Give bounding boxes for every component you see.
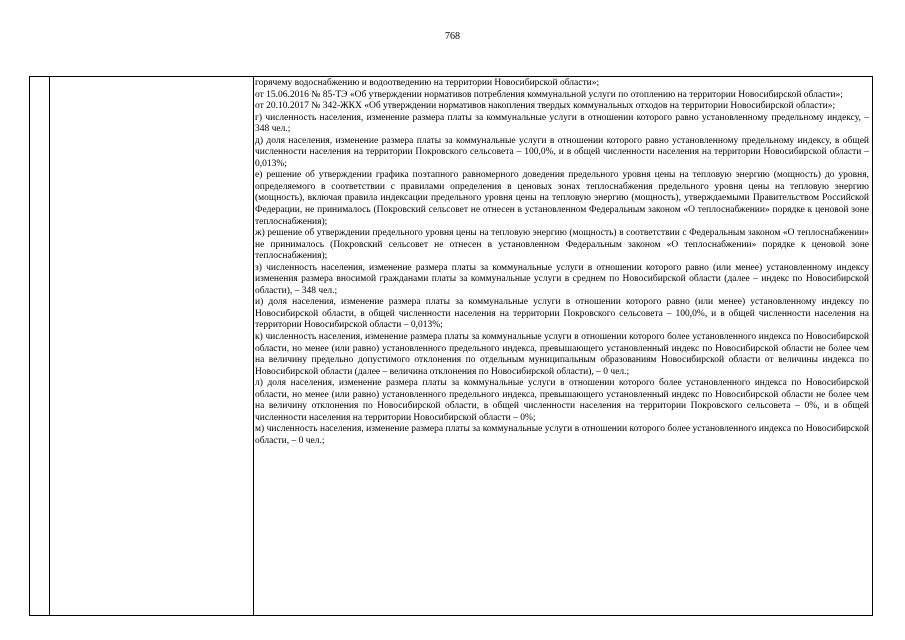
- paragraph-item-e: е) решение об утверждении графика поэтапного равномерного доведения предельного уровня цены на тепловую энергию (мощность) до уровня, определяемого в соответствии с правилами определения в ценовых зонах теплоснабжения предельного уровня цены на тепловую энергию (мощность), включая правила индексации предельного уровня цены на тепловую энергию (мощность), утверждаемыми Правительством Российской Федерации, не принималось (Покровский сельсовет не отнесен в установленном Федеральным законом «О теплоснабжении» порядке к ценовой зоне теплоснабжения);: [255, 170, 869, 227]
- paragraph-item-i: и) доля населения, изменение размера платы за коммунальные услуги в отношении которого равно (или менее) установленному индексу по Новосибирской области, в общей численности населения на территории Покровского сельсовета – 100,0%, и в общей численности населения на территории Новосибирской области – 0,013%;: [255, 297, 869, 331]
- paragraph-item-k: к) численность населения, изменение размера платы за коммунальные услуги в отношении которого более установленного индекса по Новосибирской области, но менее (или равно) установленного предельного индекса, превышающего установленный индекс по Новосибирской области не более чем на величину предельно допустимого отклонения по отдельным муниципальным образованиям Новосибирской области от величины индекса по Новосибирской области (далее – величина отклонения по Новосибирской области), – 0 чел.;: [255, 332, 869, 377]
- column-divider-2: [253, 77, 254, 615]
- paragraph-order-342-zhkkh: от 20.10.2017 № 342-ЖКХ «Об утверждении нормативов накопления твердых коммунальных отходов на территории Новосибирской области»;: [255, 101, 836, 112]
- paragraph-item-m: м) численность населения, изменение размера платы за коммунальные услуги в отношении которого более установленного индекса по Новосибирской области, – 0 чел.;: [255, 424, 869, 446]
- paragraph-item-l: л) доля населения, изменение размера платы за коммунальные услуги в отношении которого более установленного индекса по Новосибирской области, но менее (или равно) установленного предельного индекса, превышающего установленный индекс по Новосибирской области не более чем на величину отклонения по Новосибирской области, в общей численности населения на территории Покровского сельсовета – 0%, и в общей численности населения на территории Новосибирской области – 0%;: [255, 378, 869, 423]
- paragraph-item-d: д) доля населения, изменение размера платы за коммунальные услуги в отношении которого равно установленному предельному индексу, в общей численности населения на территории Покровского сельсовета – 100,0%, и в общей численности населения на территории Новосибирской области – 0,013%;: [255, 135, 869, 169]
- paragraph-item-g: г) численность населения, изменение размера платы за коммунальные услуги в отношении которого равно установленному предельному индексу, – 348 чел.;: [255, 112, 869, 135]
- page-number: 768: [445, 31, 460, 42]
- paragraph-item-z: з) численность населения, изменение размера платы за коммунальные услуги в отношении которого равно (или менее) установленному индексу изменения размера вносимой гражданами платы за коммунальные услуги в среднем по Новосибирской области (далее – индекс по Новосибирской области), – 348 чел.;: [255, 262, 869, 296]
- table-cell-content: [255, 78, 869, 448]
- paragraph-hot-water-continuation: горячему водоснабжению и водоотведению на территории Новосибирской области»;: [255, 78, 600, 88]
- paragraph-item-zh: ж) решение об утверждении предельного уровня цены на тепловую энергию (мощность) в соответствии с Федеральным законом «О теплоснабжении» не принималось (Покровский сельсовет не отнесен в установленном Федеральным законом «О теплоснабжении» порядке к ценовой зоне теплоснабжения);: [255, 228, 869, 262]
- column-divider-1: [49, 77, 50, 615]
- paragraph-order-85-te: от 15.06.2016 № 85-ТЭ «Об утверждении нормативов потребления коммунальной услуги по отоплению на территории Новосибирской области»;: [255, 89, 843, 100]
- document-table: [29, 76, 873, 616]
